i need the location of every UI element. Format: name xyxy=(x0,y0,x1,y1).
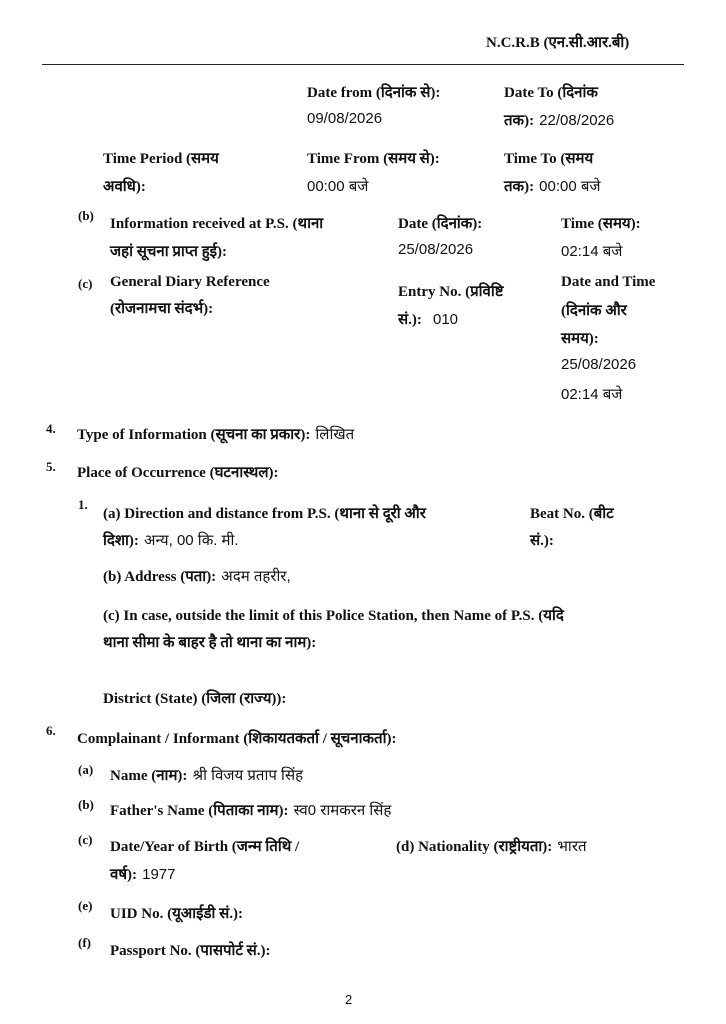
info-date-value: 25/08/2026 xyxy=(398,241,474,258)
complainant-label: Complainant / Informant (शिकायतकर्ता / सूचनाकर्ता): xyxy=(77,731,397,747)
time-from-value: 00:00 बजे xyxy=(307,178,369,195)
marker-f: (f) xyxy=(78,935,91,950)
header-divider xyxy=(42,64,684,65)
direction-row xyxy=(103,530,239,550)
address-value: अदम तहरीर, xyxy=(221,568,291,585)
entry-no-label: Entry No. (प्रविष्टि xyxy=(398,284,504,300)
gd-ref-label: General Diary Reference xyxy=(110,274,270,290)
marker-e: (e) xyxy=(78,898,93,913)
date-time-label-cont: (दिनांक और xyxy=(561,303,627,319)
father-name-row xyxy=(110,800,391,820)
date-time-date-value: 25/08/2026 xyxy=(561,356,637,373)
direction-label: (a) Direction and distance from P.S. (थाना से दूरी और xyxy=(103,506,426,522)
marker-b2: (b) xyxy=(78,797,94,812)
dob-label: Date/Year of Birth (जन्म तिथि / xyxy=(110,839,300,855)
nationality-label: (d) Nationality (राष्ट्रीयता): xyxy=(396,839,553,855)
section-4-num: 4. xyxy=(46,421,56,436)
section-6-num: 6. xyxy=(46,723,56,738)
info-time-value: 02:14 बजे xyxy=(561,243,623,260)
nationality-row xyxy=(396,836,587,856)
father-name-label: Father's Name (पिताका नाम): xyxy=(110,803,289,819)
date-time-label: Date and Time xyxy=(561,274,656,290)
time-to-label-cont: तक): xyxy=(504,179,535,195)
type-of-info-row xyxy=(77,424,354,444)
time-period-label: Time Period (समय xyxy=(103,151,219,167)
date-from-label: Date from (दिनांक से): xyxy=(307,85,441,101)
info-received-label-cont: जहां सूचना प्राप्त हुई): xyxy=(110,244,228,260)
outside-ps-label: (c) In case, outside the limit of this Police Station, then Name of P.S. (यदि xyxy=(103,608,564,624)
type-of-info-label: Type of Information (सूचना का प्रकार): xyxy=(77,427,311,443)
passport-no-label: Passport No. (पासपोर्ट सं.): xyxy=(110,943,271,959)
address-row xyxy=(103,566,291,586)
outside-ps-label-cont: थाना सीमा के बाहर है तो थाना का नाम): xyxy=(103,635,317,651)
district-state-label: District (State) (जिला (राज्य)): xyxy=(103,691,287,707)
beat-no-label: Beat No. (बीट xyxy=(530,506,614,522)
entry-no-label-cont: सं.): xyxy=(398,312,422,328)
type-of-info-value: लिखित xyxy=(315,426,355,443)
page-number: 2 xyxy=(345,992,353,1007)
header-ncrb: N.C.R.B (एन.सी.आर.बी) xyxy=(486,35,630,51)
direction-label-cont: दिशा): xyxy=(103,533,139,549)
time-to-row xyxy=(504,176,601,196)
date-to-label-cont: तक): xyxy=(504,113,535,129)
date-time-time-value: 02:14 बजे xyxy=(561,386,623,403)
name-value: श्री विजय प्रताप सिंह xyxy=(192,767,304,784)
name-label: Name (नाम): xyxy=(110,768,188,784)
marker-b: (b) xyxy=(78,208,94,223)
gd-ref-label-cont: (रोजनामचा संदर्भ): xyxy=(110,301,214,317)
place-of-occurrence-label: Place of Occurrence (घटनास्थल): xyxy=(77,465,279,481)
info-date-label: Date (दिनांक): xyxy=(398,216,483,232)
date-to-label: Date To (दिनांक xyxy=(504,85,598,101)
info-received-label: Information received at P.S. (थाना xyxy=(110,216,324,232)
uid-no-label: UID No. (यूआईडी सं.): xyxy=(110,906,244,922)
entry-no-value: 010 xyxy=(432,311,459,328)
section-5-sub-num: 1. xyxy=(78,497,88,512)
name-row xyxy=(110,765,303,785)
marker-c: (c) xyxy=(78,276,93,291)
marker-a: (a) xyxy=(78,762,94,777)
time-to-value: 00:00 बजे xyxy=(539,178,601,195)
dob-row xyxy=(110,864,175,884)
date-to-row xyxy=(504,110,614,130)
date-from-value: 09/08/2026 xyxy=(307,110,383,127)
entry-no-row xyxy=(398,309,458,329)
info-time-label: Time (समय): xyxy=(561,216,641,232)
marker-c2: (c) xyxy=(78,832,93,847)
date-to-value: 22/08/2026 xyxy=(539,112,615,129)
time-period-label-cont: अवधि): xyxy=(103,179,146,195)
time-to-label: Time To (समय xyxy=(504,151,594,167)
father-name-value: स्व0 रामकरन सिंह xyxy=(293,802,392,819)
dob-label-cont: वर्ष): xyxy=(110,867,138,883)
section-5-num: 5. xyxy=(46,459,56,474)
address-label: (b) Address (पता): xyxy=(103,569,217,585)
dob-value: 1977 xyxy=(142,866,176,883)
time-from-label: Time From (समय से): xyxy=(307,151,440,167)
beat-no-label-cont: सं.): xyxy=(530,533,554,549)
nationality-value: भारत xyxy=(557,838,587,855)
date-time-label-cont2: समय): xyxy=(561,331,599,347)
direction-value: अन्य, 00 कि. मी. xyxy=(144,532,239,549)
